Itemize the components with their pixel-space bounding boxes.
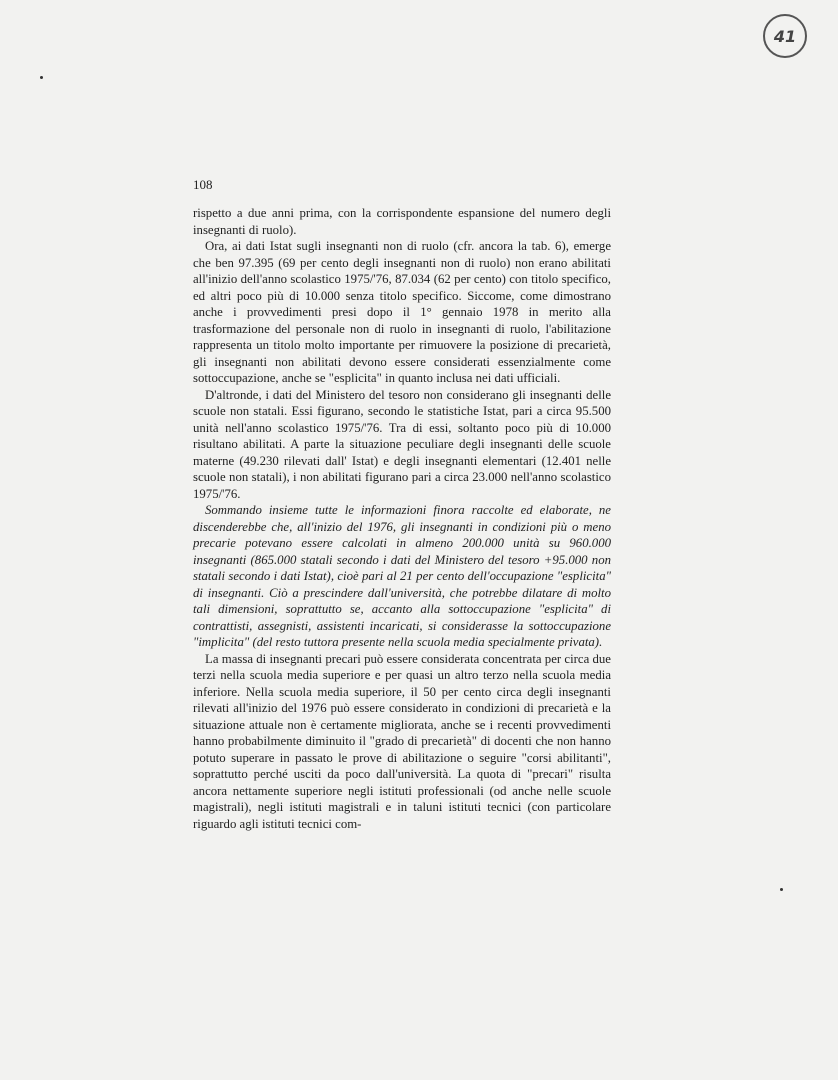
paragraph-5: La massa di insegnanti precari può essere considerata concentrata per circa due terzi nella scuola media superiore e per quasi un altro terzo nella scuola media inferiore. Nella scuola media superiore, il 50 per cento circa degli insegnanti rilevati all'inizio del 1976 può essere considerato in condizioni di precarietà e la situazione attuale non è certamente migliorata, anche se i recenti provvedimenti hanno probabilmente diminuito il "grado di precarietà" di docenti che non hanno potuto superare in passato le prove di abilitazione o seguire "corsi abilitanti", soprattutto perché usciti da poco dall'università. La quota di "precari" risulta ancora nettamente superiore negli istituti professionali (od anche nelle scuole magistrali), negli istituti magistrali e in taluni istituti tecnici (con particolare riguardo agli istituti tecnici com- <box>193 651 611 831</box>
scan-speck <box>40 76 43 79</box>
page-number: 108 <box>193 177 213 192</box>
paragraph-2: Ora, ai dati Istat sugli insegnanti non di ruolo (cfr. ancora la tab. 6), emerge che ben 97.395 (69 per cento degli insegnanti non di ruolo) non erano abilitati all'inizio dell'anno scolastico 1975/'76, 87.034 (62 per cento) con titolo specifico, ed altri poco più di 10.000 senza titolo specifico. Siccome, come dimostrano anche i provvedimenti presi dopo il 1° gennaio 1978 in merito alla trasformazione del personale non di ruolo in insegnanti di ruolo, l'abilitazione rappresenta un titolo molto importante per rimuovere la posizione di precarietà, gli insegnanti non abilitati devono essere considerati essenzialmente come sottoccupazione, anche se "esplicita" in quanto inclusa nei dati ufficiali. <box>193 239 611 385</box>
stamp-label: 41 <box>773 26 797 46</box>
archive-stamp <box>763 14 807 58</box>
body-text <box>193 205 611 832</box>
paragraph-3: D'altronde, i dati del Ministero del tesoro non considerano gli insegnanti delle scuole non statali. Essi figurano, secondo le statistiche Istat, pari a circa 95.500 unità nell'anno scolastico 1975/'76. Tra di essi, soltanto poco più di 10.000 risultano abilitati. A parte la situazione peculiare degli insegnanti delle scuole materne (49.230 rilevati dall' Istat) e degli insegnanti elementari (12.401 nelle scuole non statali), i non abilitati figurano pari a circa 23.000 nell'anno scolastico 1975/'76. <box>193 387 611 501</box>
scan-speck <box>780 888 783 891</box>
paragraph-1: rispetto a due anni prima, con la corrispondente espansione del numero degli insegnanti di ruolo). <box>193 206 611 237</box>
paragraph-4: Sommando insieme tutte le informazioni finora raccolte ed elaborate, ne discenderebbe che, all'inizio del 1976, gli insegnanti in condizioni più o meno precarie potevano essere calcolati in almeno 200.000 unità su 960.000 insegnanti (865.000 statali secondo i dati del Ministero del tesoro +95.000 non statali secondo i dati Istat), cioè pari al 21 per cento dell'occupazione "esplicita" di insegnanti. Ciò a prescindere dall'università, che potrebbe dilatare di molto tali dimensioni, soprattutto se, accanto alla sottoccupazione "esplicita" di contrattisti, assegnisti, assistenti incaricati, si considerasse la sottoccupazione "implicita" (del resto tuttora presente nella scuola media specialmente privata). <box>193 503 611 649</box>
